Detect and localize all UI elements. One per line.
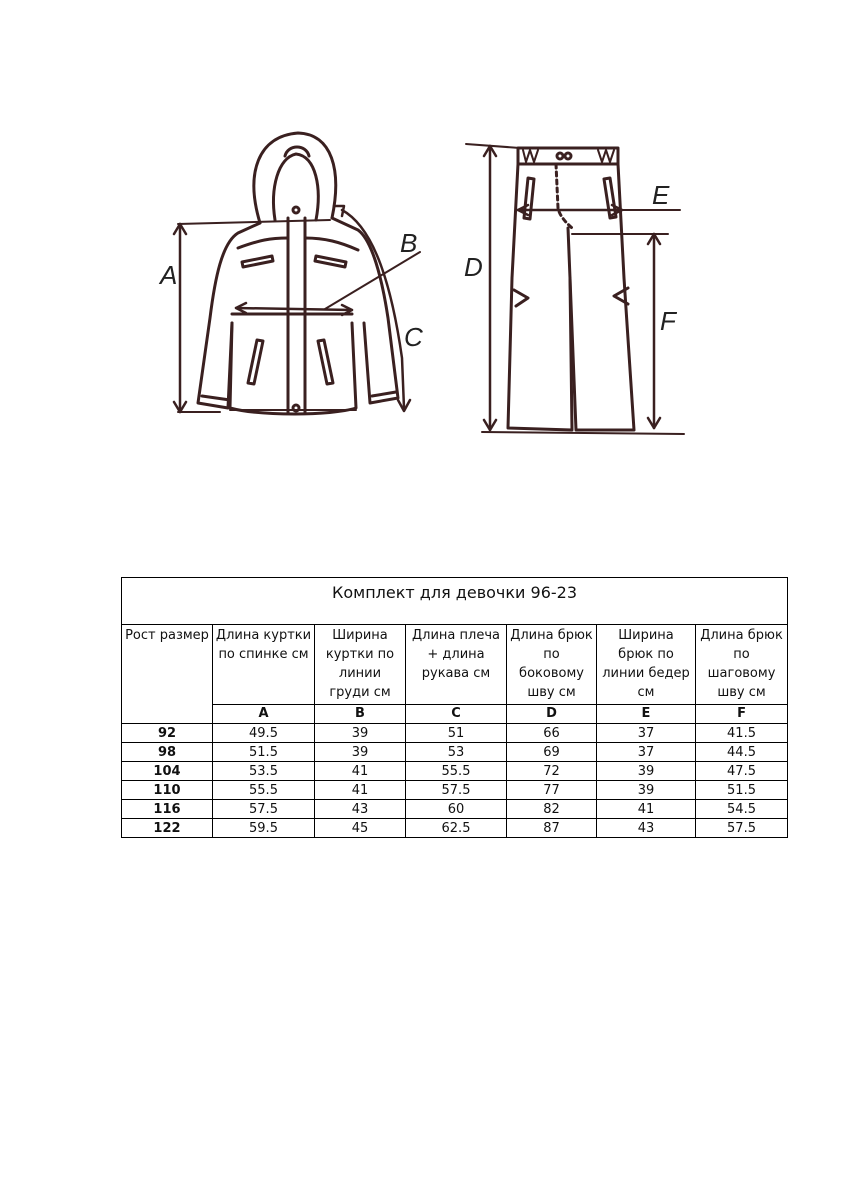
- value-c: 60: [406, 800, 507, 819]
- value-f: 54.5: [696, 800, 788, 819]
- header-pants-side-length: Длина брюк по боковому шву см: [507, 625, 597, 705]
- value-b: 39: [315, 724, 406, 743]
- value-d: 66: [507, 724, 597, 743]
- value-e: 37: [597, 724, 696, 743]
- value-b: 41: [315, 762, 406, 781]
- jacket-drawing: [198, 133, 398, 414]
- value-f: 51.5: [696, 781, 788, 800]
- value-e: 43: [597, 819, 696, 838]
- letter-f: F: [696, 705, 788, 724]
- value-b: 39: [315, 743, 406, 762]
- letter-d: D: [507, 705, 597, 724]
- measurement-diagram: [120, 78, 788, 570]
- header-jacket-width: Ширина куртки по линии груди см: [315, 625, 406, 705]
- value-e: 39: [597, 781, 696, 800]
- table-row: [122, 724, 788, 743]
- size-value: 104: [122, 762, 213, 781]
- value-b: 41: [315, 781, 406, 800]
- table-row: [122, 819, 788, 838]
- header-pants-hip-width: Ширина брюк по линии бедер см: [597, 625, 696, 705]
- size-value: 92: [122, 724, 213, 743]
- label-a: A: [160, 260, 178, 290]
- size-value: 98: [122, 743, 213, 762]
- header-jacket-length: Длина куртки по спинке см: [213, 625, 315, 705]
- value-e: 39: [597, 762, 696, 781]
- value-f: 57.5: [696, 819, 788, 838]
- value-d: 72: [507, 762, 597, 781]
- value-d: 82: [507, 800, 597, 819]
- value-a: 53.5: [213, 762, 315, 781]
- label-b: B: [400, 228, 418, 258]
- label-d: D: [464, 252, 483, 282]
- value-c: 57.5: [406, 781, 507, 800]
- header-size: Рост размер: [122, 625, 213, 724]
- value-d: 87: [507, 819, 597, 838]
- value-a: 57.5: [213, 800, 315, 819]
- letter-b: B: [315, 705, 406, 724]
- value-e: 41: [597, 800, 696, 819]
- label-c: C: [404, 322, 423, 352]
- letter-e: E: [597, 705, 696, 724]
- header-sleeve-length: Длина плеча + длина рукава см: [406, 625, 507, 705]
- size-value: 116: [122, 800, 213, 819]
- value-c: 62.5: [406, 819, 507, 838]
- label-f: F: [660, 306, 676, 336]
- table-row: [122, 800, 788, 819]
- value-a: 59.5: [213, 819, 315, 838]
- size-table: [121, 577, 788, 838]
- value-f: 44.5: [696, 743, 788, 762]
- value-a: 55.5: [213, 781, 315, 800]
- value-a: 51.5: [213, 743, 315, 762]
- table-row: [122, 781, 788, 800]
- value-a: 49.5: [213, 724, 315, 743]
- value-d: 69: [507, 743, 597, 762]
- letter-c: C: [406, 705, 507, 724]
- header-pants-inseam: Длина брюк по шаговому шву см: [696, 625, 788, 705]
- size-value: 122: [122, 819, 213, 838]
- pants-drawing: [508, 148, 634, 430]
- value-c: 55.5: [406, 762, 507, 781]
- table-row: [122, 743, 788, 762]
- value-e: 37: [597, 743, 696, 762]
- table-title: Комплект для девочки 96-23: [122, 578, 788, 625]
- value-f: 47.5: [696, 762, 788, 781]
- value-f: 41.5: [696, 724, 788, 743]
- size-value: 110: [122, 781, 213, 800]
- letter-a: A: [213, 705, 315, 724]
- value-c: 53: [406, 743, 507, 762]
- label-e: E: [652, 180, 670, 210]
- value-d: 77: [507, 781, 597, 800]
- value-b: 45: [315, 819, 406, 838]
- table-row: [122, 762, 788, 781]
- value-b: 43: [315, 800, 406, 819]
- value-c: 51: [406, 724, 507, 743]
